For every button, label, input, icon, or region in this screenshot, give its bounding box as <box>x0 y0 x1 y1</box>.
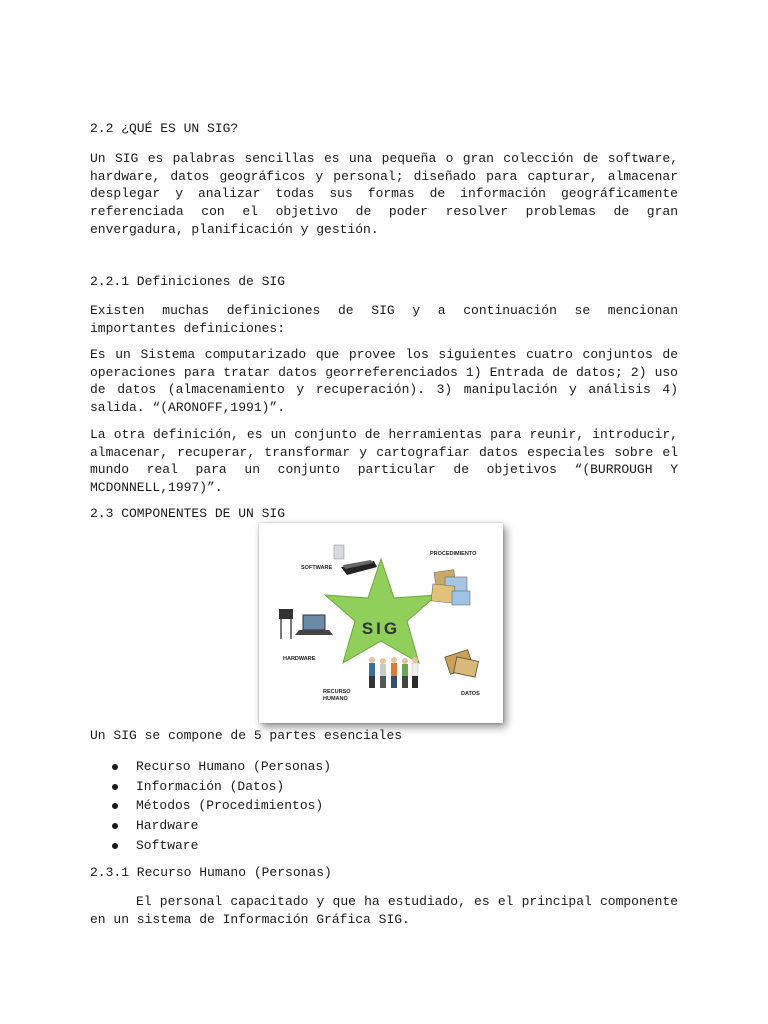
recurso-humano-label-line1: RECURSO <box>323 689 351 695</box>
section-heading-2-3: 2.3 COMPONENTES DE UN SIG <box>90 506 286 521</box>
software-icon <box>334 545 377 575</box>
hardware-label: HARDWARE <box>283 656 316 662</box>
sig-components-figure <box>259 523 503 723</box>
section-heading-2-3-1: 2.3.1 Recurso Humano (Personas) <box>90 865 332 880</box>
bullet-icon <box>112 803 118 809</box>
datos-maps-icon <box>445 650 479 677</box>
recurso-humano-label-line2: HUMANO <box>323 696 348 702</box>
paragraph-componentes-intro: Un SIG se compone de 5 partes esenciales <box>90 728 403 743</box>
list-item: Información (Datos) <box>90 777 331 797</box>
list-item: Software <box>90 836 331 856</box>
datos-label: DATOS <box>461 691 480 697</box>
procedimiento-maps-icon <box>431 570 470 605</box>
list-item: Recurso Humano (Personas) <box>90 757 331 777</box>
bullet-icon <box>112 843 118 849</box>
sig-diagram <box>259 523 503 723</box>
section-heading-2-2: 2.2 ¿QUÉ ES UN SIG? <box>90 121 239 136</box>
paragraph-definicion-aronoff: Es un Sistema computarizado que provee los siguientes cuatro conjuntos de operaciones para tratar datos georreferenciados 1) Entrada de datos; 2) uso de datos (almacenamiento y recuperación). 3) manipulación y análisis 4) salida. “(ARONOFF,1991)”. <box>90 347 678 416</box>
star-shape <box>325 559 437 663</box>
components-list <box>90 757 331 855</box>
bullet-icon <box>112 764 118 770</box>
paragraph-recurso-humano: El personal capacitado y que ha estudiado, es el principal componente en un sistema de Información Gráfica SIG. <box>90 894 678 927</box>
paragraph-definiciones-intro: Existen muchas definiciones de SIG y a continuación se mencionan importantes definiciones: <box>90 303 678 336</box>
list-item: Hardware <box>90 816 331 836</box>
hardware-icon <box>279 609 333 639</box>
sig-center-label: SIG <box>361 619 401 638</box>
bullet-icon <box>112 823 118 829</box>
section-heading-2-2-1: 2.2.1 Definiciones de SIG <box>90 274 286 289</box>
software-label: SOFTWARE <box>301 565 333 571</box>
bullet-icon <box>112 784 118 790</box>
paragraph-definicion-burrough: La otra definición, es un conjunto de herramientas para reunir, introducir, almacenar, recuperar, transformar y cartografiar datos especiales sobre el mundo real para un conjunto particular de objetivos “(BURROUGH Y MCDONNELL,1997)”. <box>90 427 678 496</box>
paragraph-que-es-sig: Un SIG es palabras sencillas es una pequeña o gran colección de software, hardware, datos geográficos y personal; diseñado para capturar, almacenar desplegar y analizar todas sus formas de información geográficamente referenciada con el objetivo de poder resolver problemas de gran envergadura, planificación y gestión. <box>90 151 678 237</box>
list-item: Métodos (Procedimientos) <box>90 796 331 816</box>
procedimiento-label: PROCEDIMIENTO <box>430 551 477 557</box>
people-icon <box>369 657 418 688</box>
